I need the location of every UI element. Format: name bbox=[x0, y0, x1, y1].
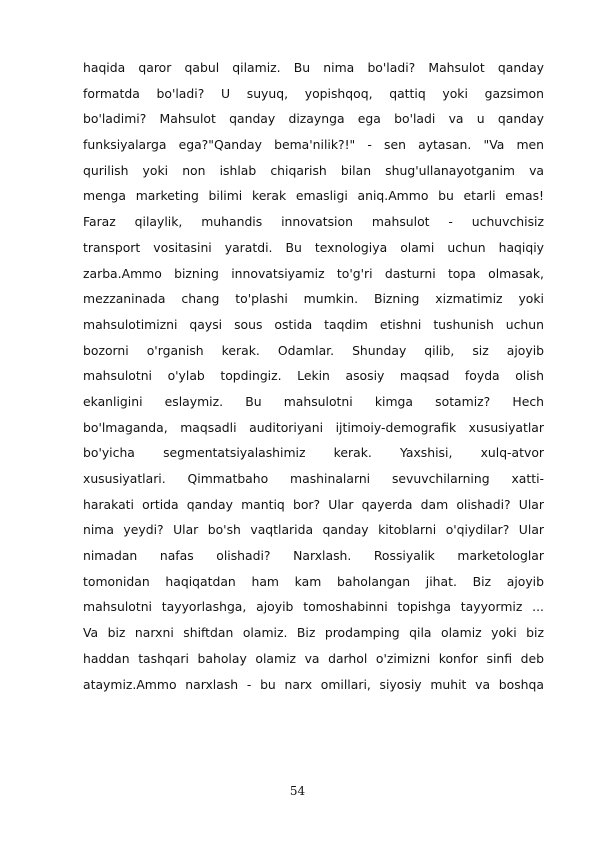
text-line: harakati ortida qanday mantiq bor? Ular qayerda dam olishadi? Ular bbox=[83, 496, 544, 512]
text-line: nima yeydi? Ular bo'sh vaqtlarida qanday kitoblarni o'qiydilar? Ular bbox=[83, 522, 544, 538]
text-line: xususiyatlari. Qimmatbaho mashinalarni sevuvchilarning xatti- bbox=[83, 471, 544, 486]
text-line: transport vositasini yaratdi. Bu texnologiya olami uchun haqiqiy bbox=[83, 239, 544, 255]
text-line: bo'ladimi? Mahsulot qanday dizaynga ega bo'ladi va u qanday bbox=[83, 111, 544, 127]
text-line: Va biz narxni shiftdan olamiz. Biz prodamping qila olamiz yoki biz bbox=[83, 625, 544, 641]
text-line: funksiyalarga ega?"Qanday bema'nilik?!" - sen aytasan. "Va men bbox=[83, 137, 544, 153]
text-line: mahsulotni o'ylab topdingiz. Lekin asosiy maqsad foyda olish bbox=[83, 368, 544, 384]
text-line: bo'yicha segmentatsiyalashimiz kerak. Yaxshisi, xulq-atvor bbox=[83, 445, 544, 461]
text-line: tomonidan haqiqatdan ham kam baholangan jihat. Biz ajoyib bbox=[83, 573, 544, 589]
text-line: haqida qaror qabul qilamiz. Bu nima bo'ladi? Mahsulot qanday bbox=[83, 60, 544, 75]
text-line: mezzaninada chang to'plashi mumkin. Bizning xizmatimiz yoki bbox=[83, 291, 544, 307]
text-line: qurilish yoki non ishlab chiqarish bilan shug'ullanayotganim va bbox=[83, 162, 544, 178]
text-line: Faraz qilaylik, muhandis innovatsion mahsulot - uchuvchisiz bbox=[83, 214, 544, 230]
text-line: nimadan nafas olishadi? Narxlash. Rossiyalik marketologlar bbox=[83, 548, 544, 564]
text-line: haddan tashqari baholay olamiz va darhol o'zimizni konfor sinfi deb bbox=[83, 650, 544, 666]
text-line: mahsulotni tayyorlashga, ajoyib tomoshabinni topishga tayyormiz ... bbox=[83, 599, 544, 615]
text-line: formatda bo'ladi? U suyuq, yopishqoq, qattiq yoki gazsimon bbox=[83, 85, 544, 101]
body-text bbox=[83, 55, 544, 697]
text-line: bozorni o'rganish kerak. Odamlar. Shunday qilib, siz ajoyib bbox=[83, 342, 544, 358]
text-line: ekanligini eslaymiz. Bu mahsulotni kimga sotamiz? Hech bbox=[83, 393, 544, 409]
text-line: zarba.Ammo bizning innovatsiyamiz to'g'ri dasturni topa olmasak, bbox=[83, 265, 544, 281]
text-line: bo'lmaganda, maqsadli auditoriyani ijtimoiy-demografik xususiyatlar bbox=[83, 419, 544, 435]
page-number: 54 bbox=[289, 784, 306, 798]
text-line: menga marketing bilimi kerak emasligi aniq.Ammo bu etarli emas! bbox=[83, 188, 544, 204]
text-line: ataymiz.Ammo narxlash - bu narx omillari, siyosiy muhit va boshqa bbox=[83, 676, 544, 692]
text-line: mahsulotimizni qaysi sous ostida taqdim etishni tushunish uchun bbox=[83, 316, 544, 332]
